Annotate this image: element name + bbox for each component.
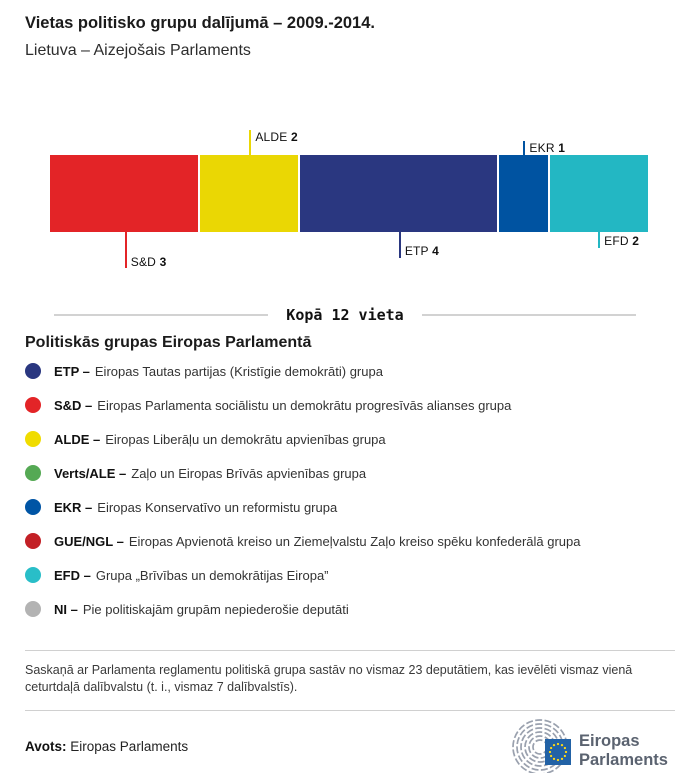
legend-item — [25, 456, 675, 490]
bar-segment-ekr — [499, 155, 548, 232]
legend-dot — [25, 533, 41, 549]
legend-item — [25, 422, 675, 456]
legend-list — [0, 354, 700, 626]
total-seats-label: Kopā 12 vieta — [286, 306, 404, 324]
divider-rule-right — [422, 314, 636, 316]
tick-sd — [125, 232, 127, 268]
tick-ekr — [523, 141, 525, 155]
legend-description: Zaļo un Eiropas Brīvās apvienības grupa — [131, 465, 367, 481]
legend-description: Pie politiskajām grupām nepiederošie deputāti — [82, 601, 349, 617]
legend-abbr: ALDE – — [54, 431, 101, 447]
source-label: Avots: — [25, 738, 67, 754]
legend-item — [25, 524, 675, 558]
legend-heading: Politiskās grupas Eiropas Parlamentā — [25, 334, 312, 351]
source-line — [25, 739, 188, 754]
bar-label-alde: ALDE 2 — [255, 130, 298, 144]
legend-description: Eiropas Konservatīvo un reformistu grupa — [97, 499, 338, 515]
bar-label-sd: S&D 3 — [130, 255, 167, 269]
legend-abbr: EFD – — [54, 567, 91, 583]
legend-item — [25, 354, 675, 388]
legend-description: Eiropas Tautas partijas (Kristīgie demokrāti) grupa — [94, 363, 383, 379]
legend-description: Grupa „Brīvības un demokrātijas Eiropa” — [95, 567, 329, 583]
page-subtitle: Lietuva – Aizejošais Parlaments — [25, 42, 251, 59]
footnote-divider-top — [25, 650, 675, 651]
legend-abbr: ETP – — [54, 363, 90, 379]
legend-dot — [25, 397, 41, 413]
bar-label-efd: EFD 2 — [604, 234, 640, 248]
seat-distribution-chart — [0, 60, 700, 282]
source-value: Eiropas Parlaments — [70, 738, 189, 754]
logo-text-line2: Parlaments — [579, 751, 668, 769]
bar-label-ekr: EKR 1 — [529, 141, 566, 155]
legend-description: Eiropas Liberāļu un demokrātu apvienības grupa — [105, 431, 386, 447]
legend-dot — [25, 499, 41, 515]
legend-abbr: GUE/NGL – — [54, 533, 124, 549]
legend-abbr: Verts/ALE – — [54, 465, 127, 481]
logo-text-line1: Eiropas — [579, 732, 640, 750]
bar-segment-efd — [550, 155, 648, 232]
legend-dot — [25, 465, 41, 481]
legend-description: Eiropas Parlamenta sociālistu un demokrātu progresīvās alianses grupa — [97, 397, 512, 413]
footer — [0, 711, 700, 773]
tick-etp — [399, 232, 401, 258]
page-title: Vietas politisko grupu dalījumā – 2009.-2014. — [25, 14, 375, 32]
legend-dot — [25, 567, 41, 583]
legend-abbr: NI – — [54, 601, 78, 617]
legend-item — [25, 388, 675, 422]
footnote: Saskaņā ar Parlamenta reglamentu politiskā grupa sastāv no vismaz 23 deputātiem, kas ievēlēti vismaz vienā ceturtdaļā dalībvalstu (t. i., vismaz 7 dalībvalstīs). — [25, 663, 633, 694]
total-seats-divider — [54, 306, 636, 324]
tick-efd — [598, 232, 600, 248]
legend-item — [25, 558, 675, 592]
header — [0, 0, 700, 60]
legend-abbr: S&D – — [54, 397, 93, 413]
stacked-seat-bar — [50, 155, 648, 232]
tick-alde — [249, 130, 251, 155]
legend-dot — [25, 601, 41, 617]
divider-rule-left — [54, 314, 268, 316]
legend-item — [25, 592, 675, 626]
legend-description: Eiropas Apvienotā kreiso un Ziemeļvalstu Zaļo kreiso spēku konfederālā grupa — [128, 533, 581, 549]
legend-item — [25, 490, 675, 524]
eu-parliament-logo — [507, 719, 675, 773]
bar-segment-alde — [200, 155, 298, 232]
legend-dot — [25, 363, 41, 379]
legend-dot — [25, 431, 41, 447]
bar-label-etp: ETP 4 — [404, 244, 439, 258]
legend-abbr: EKR – — [54, 499, 93, 515]
bar-segment-etp — [300, 155, 497, 232]
bar-segment-sd — [50, 155, 198, 232]
